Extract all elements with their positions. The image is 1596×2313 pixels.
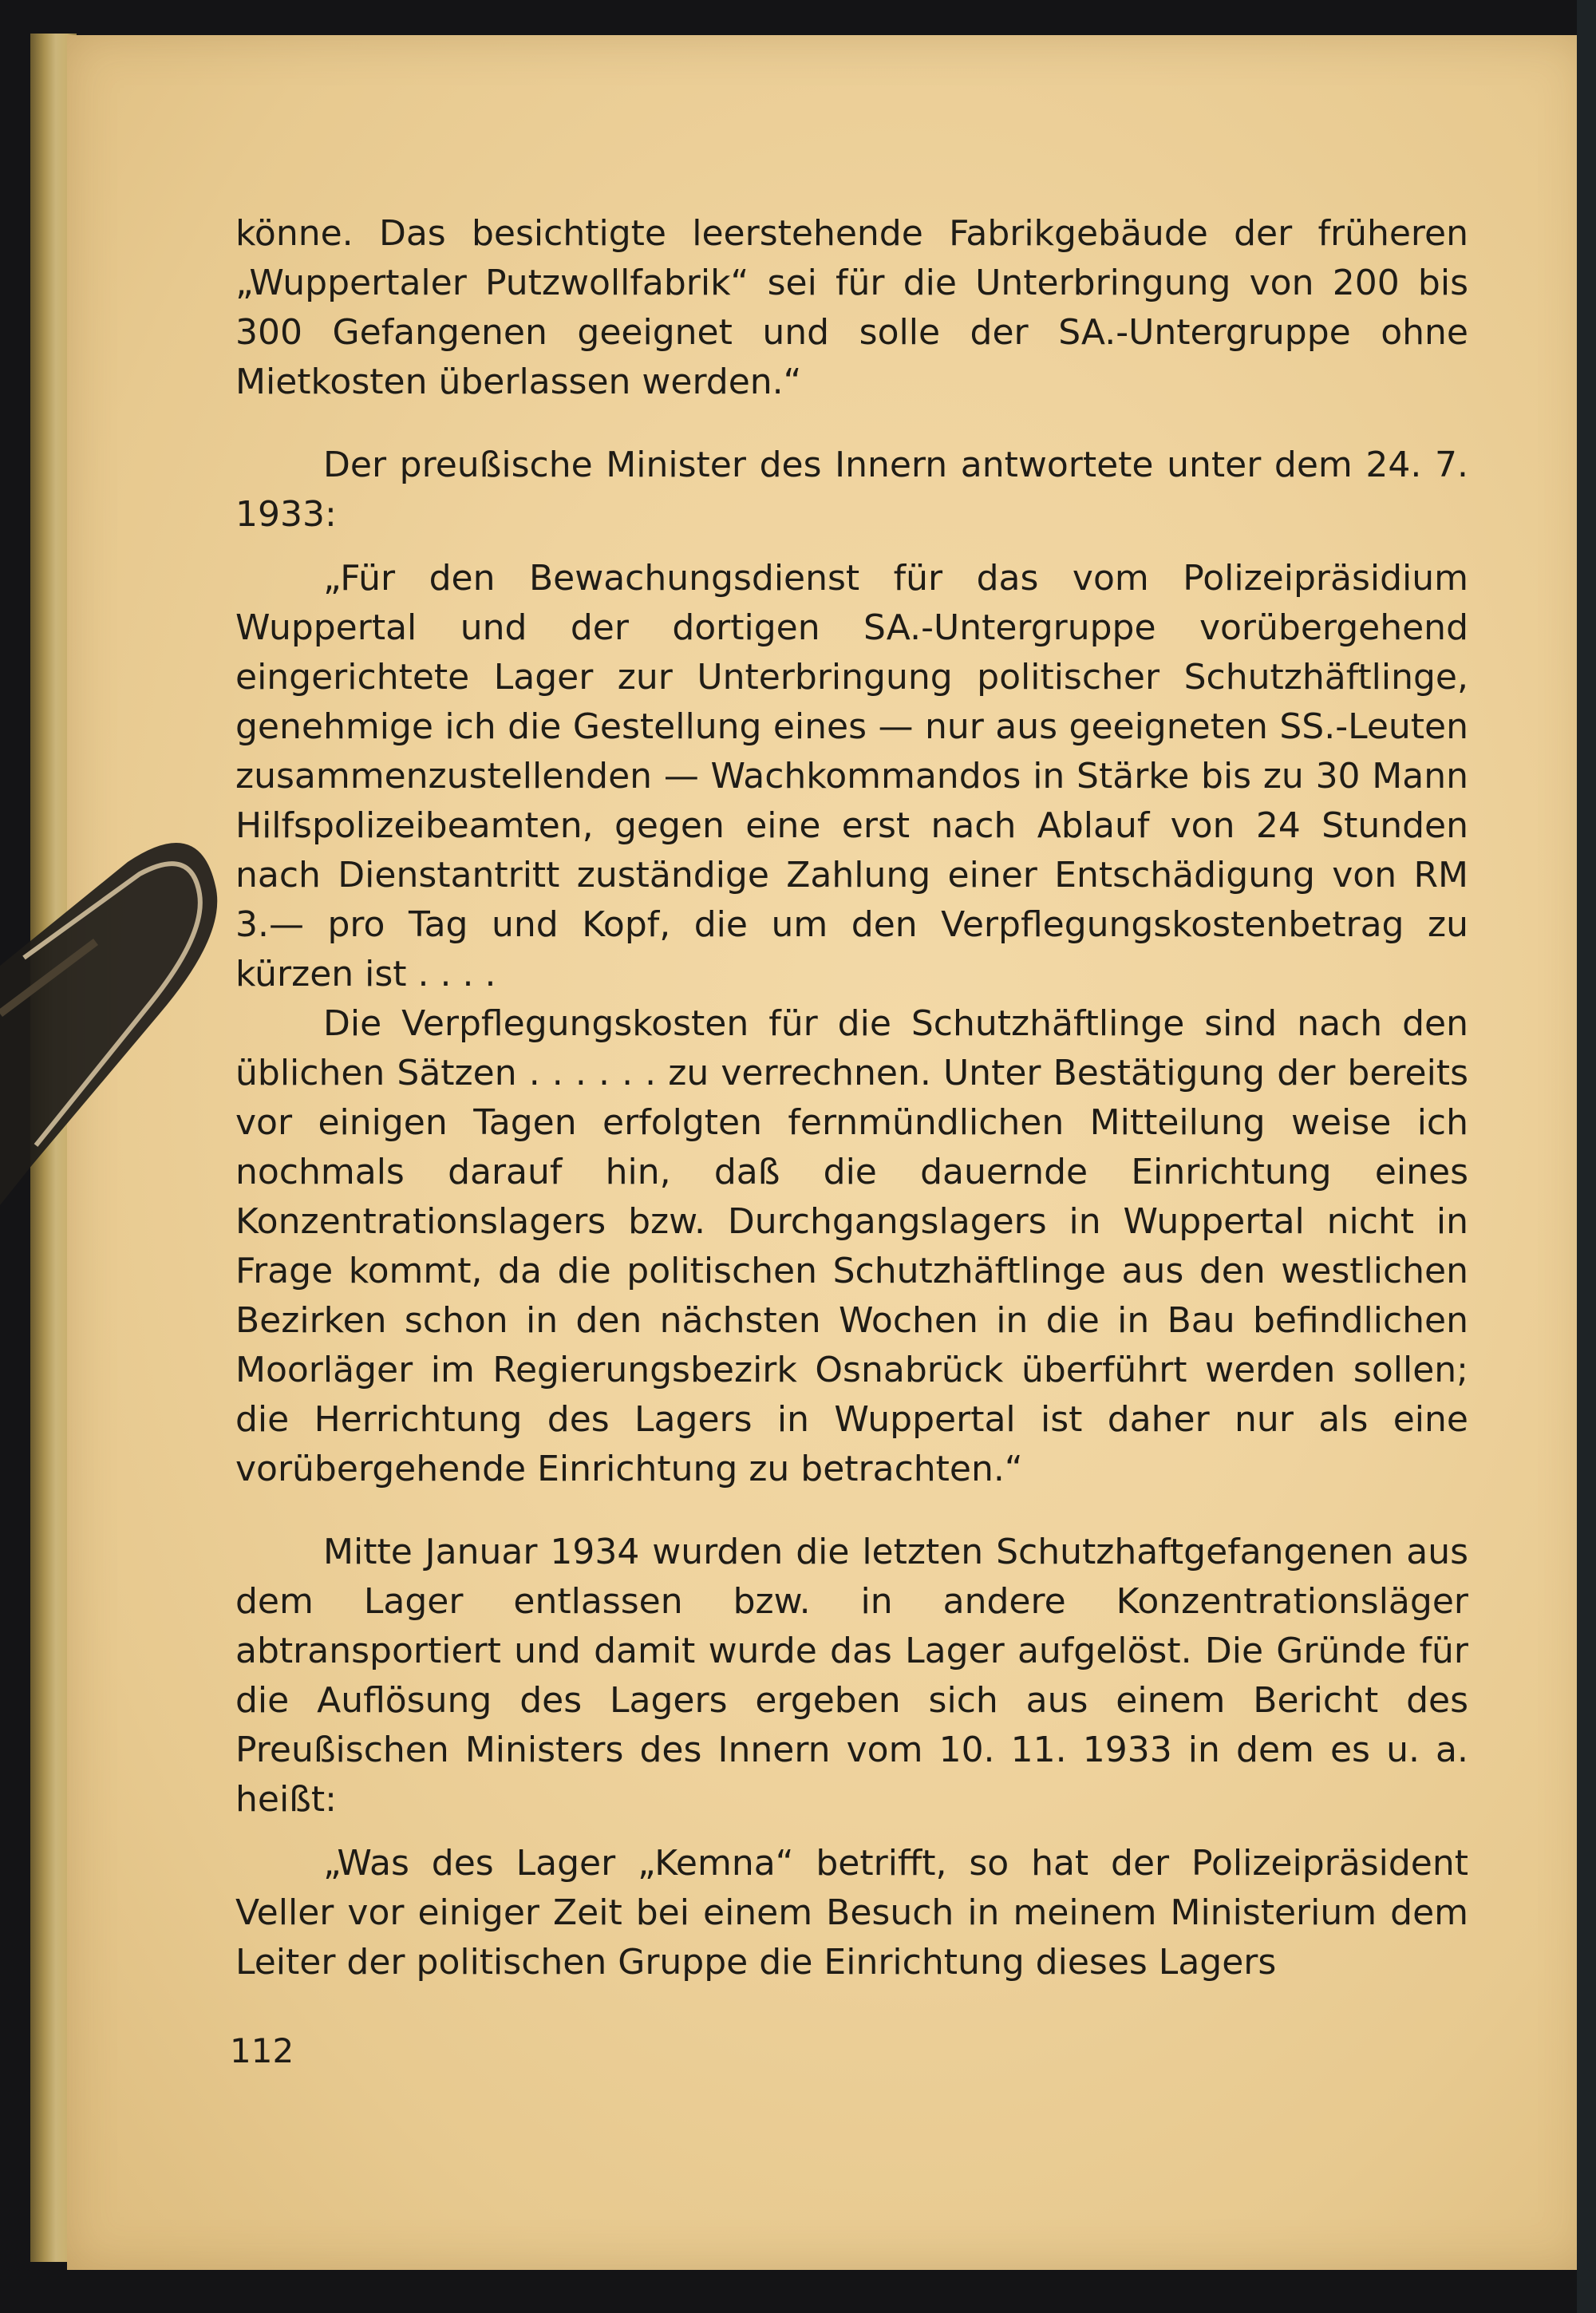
quote-paragraph-1: „Für den Bewachungsdienst für das vom Polizeipräsidium Wuppertal und der dortigen SA.-Untergruppe vorübergehend eingerichtete Lager zur Unterbringung politischer Schutzhäftlinge, genehmige ich die Gestellung eines — nur aus geeigneten SS.-Leuten zusammenzustellenden — Wachkommandos in Stärke bis zu 30 Mann Hilfspolizeibeamten, gegen eine erst nach Ablauf von 24 Stunden nach Dienstantritt zuständige Zahlung einer Entschädigung von RM 3.— pro Tag und Kopf, die um den Verpflegungskostenbetrag zu kürzen ist . . . . — [235, 558, 1468, 994]
paragraph-camp-dissolution: Mitte Januar 1934 wurden die letzten Schutzhaftgefangenen aus dem Lager entlassen bzw. in andere Konzentrationsläger abtransportiert und damit wurde das Lager aufgelöst. Die Gründe für die Auflösung des Lagers ergeben sich aus einem Bericht des Preußischen Ministers des Innern vom 10. 11. 1933 in dem es u. a. heißt: — [235, 1532, 1468, 1820]
paper-clip-shadow — [0, 830, 239, 1277]
page-number: 112 — [230, 2031, 294, 2070]
paragraph-continuation: könne. Das besichtigte leerstehende Fabrikgebäude der früheren „Wuppertaler Putzwollfabrik“ sei für die Unterbringung von 200 bis 300 Gefangenen geeignet und solle der SA.-Untergruppe ohne Mietkosten überlassen werden.“ — [235, 213, 1468, 402]
quote-paragraph-2: Die Verpflegungskosten für die Schutzhäftlinge sind nach den üblichen Sätzen . . . . . . zu verrechnen. Unter Bestätigung der bereits vor einigen Tagen erfolgten fernmündlichen Mitteilung weise ich nochmals darauf hin, daß die dauernde Einrichtung eines Konzentrationslagers bzw. Durchgangslagers in Wuppertal nicht in Frage kommt, da die politischen Schutzhäftlinge aus den westlichen Bezirken schon in den nächsten Wochen in die in Bau befindlichen Moorläger im Regierungsbezirk Osnabrück überführt werden sollen; die Herrichtung des Lagers in Wuppertal ist daher nur als eine vorübergehende Einrichtung zu betrachten.“ — [235, 1003, 1468, 1489]
scan-right-border — [1577, 0, 1596, 2313]
quote-paragraph-3: „Was des Lager „Kemna“ betrifft, so hat der Polizeipräsident Veller vor einiger Zeit bei einem Besuch in meinem Ministerium dem Leiter der politischen Gruppe die Einrichtung dieses Lagers — [235, 1843, 1468, 1983]
page-text — [235, 209, 1468, 1987]
paragraph-minister-reply: Der preußische Minister des Innern antwortete unter dem 24. 7. 1933: — [235, 445, 1468, 535]
